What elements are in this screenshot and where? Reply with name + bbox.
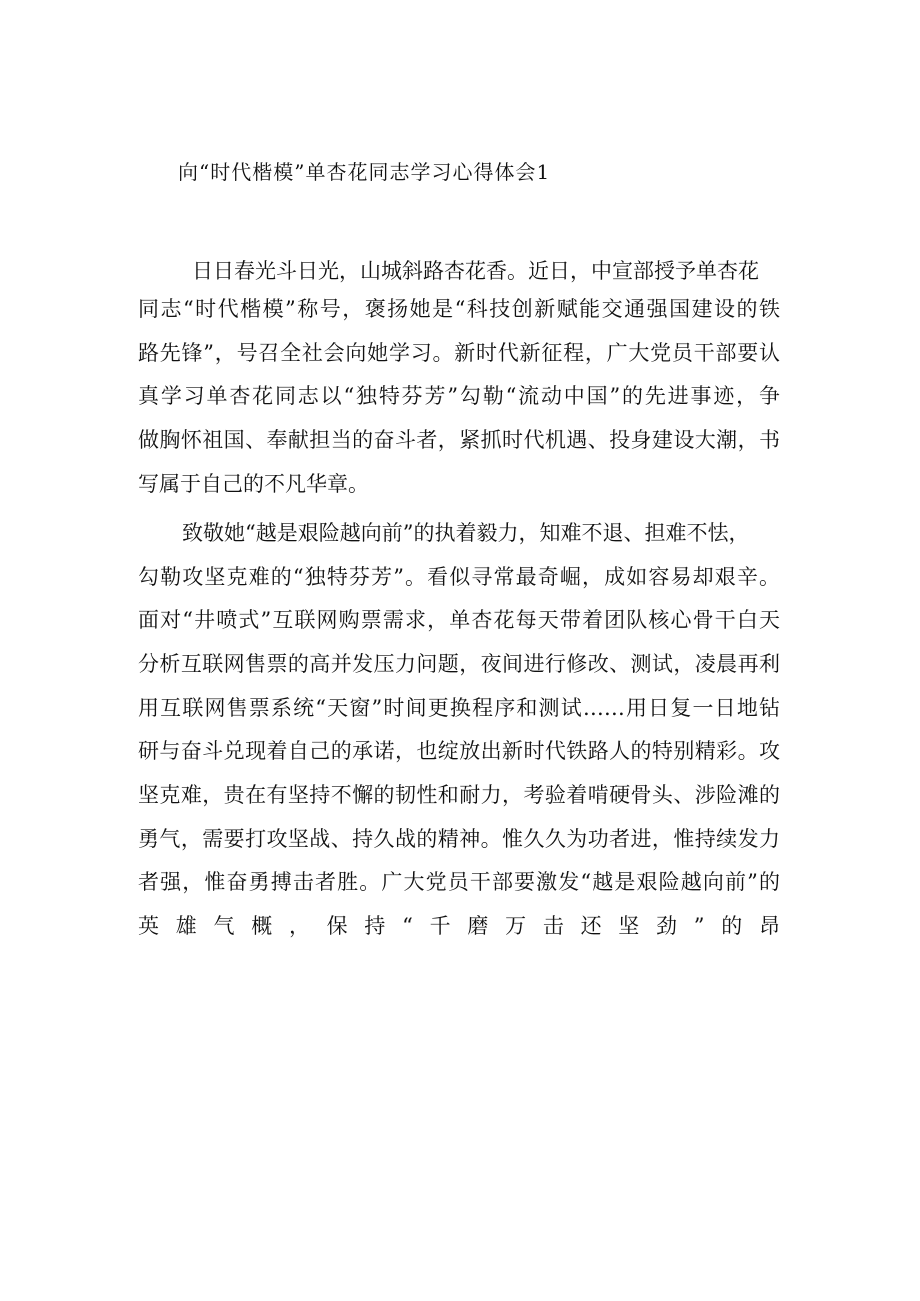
paragraph-line: 写属于自己的不凡华章。: [138, 472, 369, 496]
paragraph-line: 勾勒攻坚克难的“独特芬芳”。看似寻常最奇崛，成如容易却艰辛。: [138, 565, 780, 589]
paragraph-line: 面对“井喷式”互联网购票需求，单杏花每天带着团队核心骨干白天: [138, 608, 780, 632]
paragraph-line: 路先锋”，号召全社会向她学习。新时代新征程，广大党员干部要认: [138, 341, 780, 365]
paragraph-line: 坚克难，贵在有坚持不懈的韧性和耐力，考验着啃硬骨头、涉险滩的: [138, 783, 780, 807]
paragraph-line: 用互联网售票系统“天窗”时间更换程序和测试……用日复一日地钻: [138, 696, 780, 720]
paragraph-line: 勇气，需要打攻坚战、持久战的精神。惟久久为功者进，惟持续发力: [138, 827, 780, 851]
paragraph-line: 真学习单杏花同志以“独特芬芳”勾勒“流动中国”的先进事迹，争: [138, 384, 780, 408]
paragraph-line: 做胸怀祖国、奉献担当的奋斗者，紧抓时代机遇、投身建设大潮，书: [138, 428, 780, 452]
paragraph-line: 同志“时代楷模”称号，褒扬她是“科技创新赋能交通强国建设的铁: [138, 297, 780, 321]
document-title: 向“时代楷模”单杏花同志学习心得体会1: [178, 160, 551, 184]
paragraph-line: 研与奋斗兑现着自己的承诺，也绽放出新时代铁路人的特别精彩。攻: [138, 739, 780, 763]
paragraph-line: 分析互联网售票的高并发压力问题，夜间进行修改、测试，凌晨再利: [138, 652, 780, 676]
paragraph-line: 日日春光斗日光，山城斜路杏花香。近日，中宣部授予单杏花: [192, 259, 759, 283]
paragraph-line: 致敬她“越是艰险越向前”的执着毅力，知难不退、担难不怯，: [182, 521, 750, 545]
paragraph-line: 英雄气概，保持“千磨万击还坚劲”的昂: [138, 914, 780, 938]
paragraph-line: 者强，惟奋勇搏击者胜。广大党员干部要激发“越是艰险越向前”的: [138, 870, 780, 894]
